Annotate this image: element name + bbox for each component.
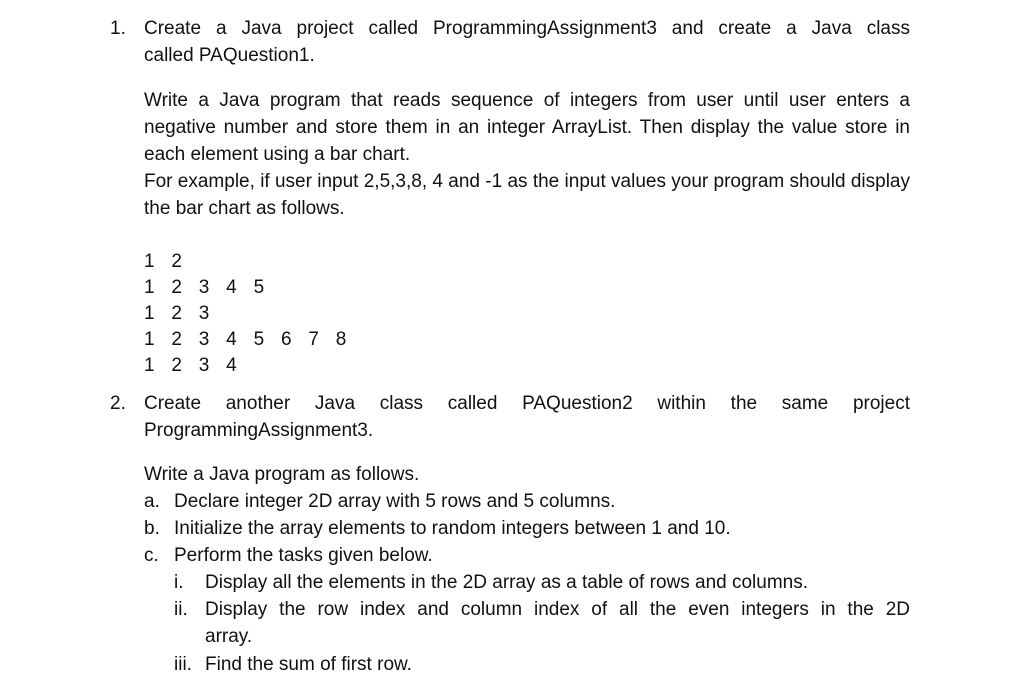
bar-chart-cell: 4 [226,329,237,350]
bar-chart-cell: 1 [144,329,155,350]
sublist-item-text: Display the row index and column index of all the even integers in the 2D [205,599,910,620]
bar-chart-cell: 3 [198,277,210,298]
bar-chart-example [144,249,363,379]
question-1-paragraph-1: Write a Java program that reads sequence of integers from user until user enters a negative number and store them in an integer ArrayList. Then display the value store in each element using a bar chart. [144,90,910,165]
bar-chart-cell: 1 [144,355,155,376]
question-1-title-line2: called PAQuestion1. [144,45,315,66]
question-2-intro: Write a Java program as follows. [144,464,420,485]
question-2-title-line1: Create another Java class called PAQuestion2 within the same project [144,393,910,414]
question-1-paragraph-2: For example, if user input 2,5,3,8, 4 and -1 as the input values your program should display the bar chart as follows. [144,171,910,219]
sublist-item-text: Find the sum of first row. [205,654,412,675]
bar-chart-row [144,353,363,379]
bar-chart-cell: 2 [171,329,182,350]
bar-chart-cell: 1 [144,251,155,272]
question-2-number: 2. [110,393,126,414]
question-2-title-line2: ProgrammingAssignment3. [144,420,374,441]
bar-chart-cell: 2 [171,251,182,272]
sublist-marker: ii. [174,599,188,620]
bar-chart-row [144,301,363,327]
bar-chart-cell: 6 [280,329,292,350]
bar-chart-cell: 5 [253,277,265,298]
question-1-title [144,15,910,69]
list-marker: c. [144,545,159,566]
sublist-item-text-continued: array. [205,626,253,647]
sublist-marker: i. [174,572,184,593]
bar-chart-cell: 2 [171,303,182,324]
list-marker: b. [144,518,160,539]
bar-chart-cell: 3 [198,303,210,324]
list-item-text: Perform the tasks given below. [174,545,433,566]
bar-chart-cell: 8 [335,329,347,350]
list-item-text: Initialize the array elements to random integers between 1 and 10. [174,518,731,539]
bar-chart-row [144,249,363,275]
list-item-text: Declare integer 2D array with 5 rows and 5 columns. [174,491,616,512]
question-2-title [144,390,910,444]
bar-chart-cell: 5 [253,329,265,350]
bar-chart-cell: 4 [226,355,237,376]
bar-chart-row [144,327,363,353]
bar-chart-cell: 1 [144,303,155,324]
sublist-marker: iii. [174,654,192,675]
bar-chart-cell: 4 [226,277,237,298]
bar-chart-cell: 2 [171,277,182,298]
list-marker: a. [144,491,160,512]
sublist-item-text: Display all the elements in the 2D array as a table of rows and columns. [205,572,809,593]
bar-chart-cell: 3 [198,329,210,350]
bar-chart-cell: 1 [144,277,155,298]
bar-chart-cell: 2 [171,355,182,376]
bar-chart-cell: 3 [198,355,210,376]
question-1-title-line1: Create a Java project called ProgrammingAssignment3 and create a Java class [144,18,910,39]
question-1-number: 1. [110,18,126,39]
bar-chart-row [144,275,363,301]
bar-chart-cell: 7 [308,329,319,350]
